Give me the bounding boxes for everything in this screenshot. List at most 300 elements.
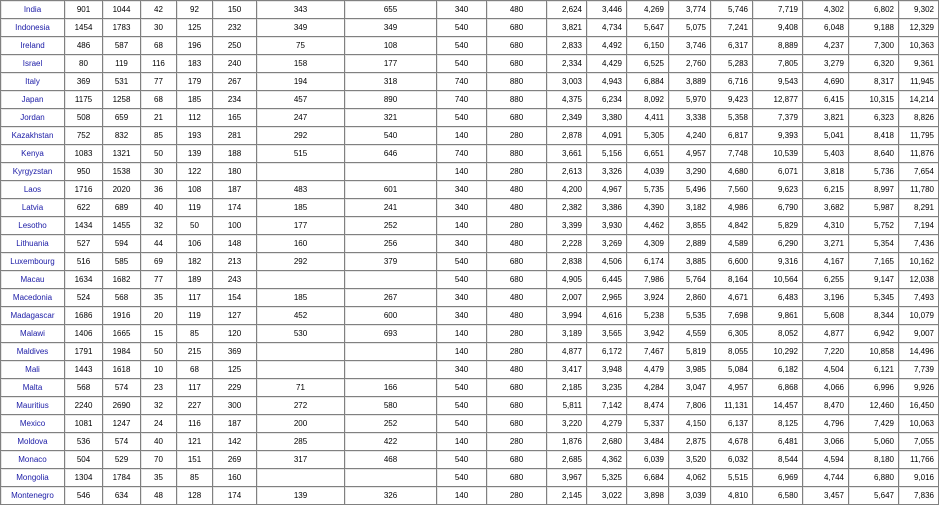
value-cell: 6,215 (803, 181, 849, 199)
value-cell: 6,525 (627, 55, 669, 73)
value-cell: 9,543 (753, 73, 803, 91)
value-cell: 267 (213, 73, 257, 91)
value-cell: 8,344 (849, 307, 899, 325)
value-cell: 5,829 (753, 217, 803, 235)
value-cell: 9,861 (753, 307, 803, 325)
value-cell: 92 (177, 1, 213, 19)
country-name-cell: Madagascar (1, 307, 65, 325)
value-cell: 3,220 (547, 415, 587, 433)
value-cell: 7,986 (627, 271, 669, 289)
value-cell: 587 (103, 37, 141, 55)
value-cell: 5,970 (669, 91, 711, 109)
value-cell: 4,671 (711, 289, 753, 307)
value-cell: 188 (213, 145, 257, 163)
value-cell: 1686 (65, 307, 103, 325)
value-cell: 119 (103, 55, 141, 73)
value-cell: 4,506 (587, 253, 627, 271)
value-cell: 10,162 (899, 253, 939, 271)
country-name-cell: Indonesia (1, 19, 65, 37)
value-cell: 6,580 (753, 487, 803, 505)
value-cell: 3,326 (587, 163, 627, 181)
value-cell: 4,375 (547, 91, 587, 109)
value-cell: 196 (177, 37, 213, 55)
value-cell: 7,654 (899, 163, 939, 181)
value-cell: 7,436 (899, 235, 939, 253)
value-cell: 7,836 (899, 487, 939, 505)
value-cell: 21 (141, 109, 177, 127)
value-cell: 280 (487, 325, 547, 343)
value-cell: 2240 (65, 397, 103, 415)
value-cell: 14,496 (899, 343, 939, 361)
value-cell: 247 (257, 109, 345, 127)
value-cell: 116 (141, 55, 177, 73)
value-cell: 343 (257, 1, 345, 19)
value-cell: 10,079 (899, 307, 939, 325)
table-row (1, 343, 939, 361)
value-cell: 468 (345, 451, 437, 469)
value-cell: 1258 (103, 91, 141, 109)
value-cell: 185 (257, 289, 345, 307)
value-cell: 3,039 (669, 487, 711, 505)
value-cell: 3,774 (669, 1, 711, 19)
value-cell: 2,875 (669, 433, 711, 451)
value-cell: 16,450 (899, 397, 939, 415)
value-cell: 4,678 (711, 433, 753, 451)
value-cell: 140 (437, 487, 487, 505)
value-cell: 4,240 (669, 127, 711, 145)
value-cell: 3,189 (547, 325, 587, 343)
value-cell: 7,142 (587, 397, 627, 415)
value-cell: 3,898 (627, 487, 669, 505)
value-cell: 2,685 (547, 451, 587, 469)
value-cell: 3,855 (669, 217, 711, 235)
value-cell: 117 (177, 289, 213, 307)
value-cell: 4,616 (587, 307, 627, 325)
value-cell: 680 (487, 397, 547, 415)
value-cell: 3,066 (803, 433, 849, 451)
value-cell (257, 361, 345, 379)
value-cell: 5,987 (849, 199, 899, 217)
value-cell: 540 (437, 253, 487, 271)
value-cell: 1044 (103, 1, 141, 19)
value-cell: 3,386 (587, 199, 627, 217)
value-cell: 32 (141, 397, 177, 415)
value-cell: 1538 (103, 163, 141, 181)
value-cell: 480 (487, 289, 547, 307)
value-cell: 1304 (65, 469, 103, 487)
value-cell: 6,884 (627, 73, 669, 91)
value-cell: 9,316 (753, 253, 803, 271)
value-cell: 11,766 (899, 451, 939, 469)
value-cell: 240 (213, 55, 257, 73)
value-cell: 10,858 (849, 343, 899, 361)
value-cell: 280 (487, 433, 547, 451)
value-cell: 531 (103, 73, 141, 91)
value-cell: 379 (345, 253, 437, 271)
value-cell: 1682 (103, 271, 141, 289)
value-cell: 120 (213, 325, 257, 343)
value-cell: 540 (437, 37, 487, 55)
value-cell: 527 (65, 235, 103, 253)
value-cell: 530 (257, 325, 345, 343)
value-cell: 7,719 (753, 1, 803, 19)
value-cell: 6,182 (753, 361, 803, 379)
table-row (1, 307, 939, 325)
value-cell: 1,876 (547, 433, 587, 451)
value-cell: 1454 (65, 19, 103, 37)
value-cell: 71 (257, 379, 345, 397)
value-cell: 6,969 (753, 469, 803, 487)
value-cell: 187 (213, 181, 257, 199)
value-cell: 119 (177, 307, 213, 325)
value-cell: 5,283 (711, 55, 753, 73)
value-cell: 30 (141, 163, 177, 181)
value-cell: 8,092 (627, 91, 669, 109)
country-name-cell: Kazakhstan (1, 127, 65, 145)
value-cell: 4,362 (587, 451, 627, 469)
value-cell: 8,055 (711, 343, 753, 361)
table-row (1, 361, 939, 379)
value-cell: 5,041 (803, 127, 849, 145)
value-cell: 9,393 (753, 127, 803, 145)
value-cell: 5,752 (849, 217, 899, 235)
value-cell: 6,445 (587, 271, 627, 289)
value-cell: 2,833 (547, 37, 587, 55)
country-name-cell: Luxembourg (1, 253, 65, 271)
value-cell: 8,125 (753, 415, 803, 433)
value-cell: 5,736 (849, 163, 899, 181)
value-cell: 40 (141, 199, 177, 217)
value-cell: 3,682 (803, 199, 849, 217)
value-cell: 15 (141, 325, 177, 343)
value-cell: 3,967 (547, 469, 587, 487)
country-name-cell: Monaco (1, 451, 65, 469)
value-cell: 6,150 (627, 37, 669, 55)
value-cell: 480 (487, 361, 547, 379)
table-row (1, 379, 939, 397)
value-cell: 6,174 (627, 253, 669, 271)
value-cell: 139 (177, 145, 213, 163)
value-cell: 680 (487, 415, 547, 433)
value-cell: 3,457 (803, 487, 849, 505)
country-name-cell: Maldives (1, 343, 65, 361)
value-cell: 179 (177, 73, 213, 91)
value-cell: 901 (65, 1, 103, 19)
value-cell: 3,417 (547, 361, 587, 379)
value-cell: 6,137 (711, 415, 753, 433)
value-cell: 150 (213, 1, 257, 19)
value-cell: 40 (141, 433, 177, 451)
value-cell: 125 (177, 19, 213, 37)
value-cell: 174 (213, 487, 257, 505)
value-cell: 5,608 (803, 307, 849, 325)
value-cell: 9,623 (753, 181, 803, 199)
value-cell: 601 (345, 181, 437, 199)
value-cell: 9,926 (899, 379, 939, 397)
value-cell: 180 (213, 163, 257, 181)
value-cell (345, 343, 437, 361)
value-cell: 7,241 (711, 19, 753, 37)
value-cell: 6,320 (849, 55, 899, 73)
value-cell: 174 (213, 199, 257, 217)
country-name-cell: Lesotho (1, 217, 65, 235)
value-cell: 6,305 (711, 325, 753, 343)
value-cell: 272 (257, 397, 345, 415)
value-cell: 85 (141, 127, 177, 145)
value-cell: 568 (65, 379, 103, 397)
value-cell (345, 271, 437, 289)
value-cell: 1665 (103, 325, 141, 343)
value-cell: 117 (177, 379, 213, 397)
value-cell: 4,744 (803, 469, 849, 487)
value-cell: 4,200 (547, 181, 587, 199)
value-cell: 832 (103, 127, 141, 145)
value-cell: 9,188 (849, 19, 899, 37)
value-cell: 4,150 (669, 415, 711, 433)
value-cell: 4,690 (803, 73, 849, 91)
value-cell: 1406 (65, 325, 103, 343)
value-cell: 70 (141, 451, 177, 469)
value-cell: 740 (437, 73, 487, 91)
value-cell: 128 (177, 487, 213, 505)
value-cell: 4,310 (803, 217, 849, 235)
value-cell: 540 (437, 379, 487, 397)
value-cell: 3,885 (669, 253, 711, 271)
value-cell: 10,063 (899, 415, 939, 433)
table-row (1, 127, 939, 145)
value-cell: 234 (213, 91, 257, 109)
value-cell: 752 (65, 127, 103, 145)
value-cell: 3,942 (627, 325, 669, 343)
value-cell: 880 (487, 91, 547, 109)
value-cell: 2,680 (587, 433, 627, 451)
value-cell (257, 163, 345, 181)
value-cell: 536 (65, 433, 103, 451)
value-cell: 8,180 (849, 451, 899, 469)
value-cell: 5,084 (711, 361, 753, 379)
value-cell: 4,842 (711, 217, 753, 235)
value-cell: 483 (257, 181, 345, 199)
value-cell: 140 (437, 163, 487, 181)
value-cell: 340 (437, 289, 487, 307)
value-cell: 292 (257, 253, 345, 271)
value-cell: 6,600 (711, 253, 753, 271)
value-cell: 243 (213, 271, 257, 289)
value-cell: 1791 (65, 343, 103, 361)
value-cell: 151 (177, 451, 213, 469)
value-cell: 177 (257, 217, 345, 235)
value-cell: 680 (487, 109, 547, 127)
value-cell: 504 (65, 451, 103, 469)
value-cell: 185 (257, 199, 345, 217)
country-name-cell: Laos (1, 181, 65, 199)
country-name-cell: Montenegro (1, 487, 65, 505)
value-cell: 6,880 (849, 469, 899, 487)
value-cell: 8,164 (711, 271, 753, 289)
value-cell: 6,942 (849, 325, 899, 343)
value-cell: 340 (437, 307, 487, 325)
value-cell: 580 (345, 397, 437, 415)
value-cell: 11,780 (899, 181, 939, 199)
value-cell: 108 (345, 37, 437, 55)
value-cell: 10,363 (899, 37, 939, 55)
value-cell: 5,238 (627, 307, 669, 325)
value-cell: 4,479 (627, 361, 669, 379)
value-cell: 7,429 (849, 415, 899, 433)
value-cell: 30 (141, 19, 177, 37)
value-cell: 182 (177, 253, 213, 271)
value-cell: 7,467 (627, 343, 669, 361)
value-cell: 5,060 (849, 433, 899, 451)
value-cell: 4,905 (547, 271, 587, 289)
table-row (1, 433, 939, 451)
value-cell: 183 (177, 55, 213, 73)
value-cell: 77 (141, 73, 177, 91)
value-cell: 241 (345, 199, 437, 217)
value-cell: 1083 (65, 145, 103, 163)
value-cell: 280 (487, 163, 547, 181)
value-cell: 5,156 (587, 145, 627, 163)
value-cell: 6,415 (803, 91, 849, 109)
value-cell: 740 (437, 145, 487, 163)
value-cell: 4,957 (669, 145, 711, 163)
value-cell: 4,492 (587, 37, 627, 55)
value-cell: 508 (65, 109, 103, 127)
value-cell: 3,889 (669, 73, 711, 91)
table-row (1, 469, 939, 487)
country-name-cell: Malta (1, 379, 65, 397)
table-row (1, 217, 939, 235)
value-cell: 480 (487, 235, 547, 253)
value-cell: 227 (177, 397, 213, 415)
value-cell: 280 (487, 487, 547, 505)
value-cell: 540 (345, 127, 437, 145)
value-cell: 4,734 (587, 19, 627, 37)
value-cell: 193 (177, 127, 213, 145)
table-row (1, 55, 939, 73)
value-cell: 317 (257, 451, 345, 469)
value-cell: 10,292 (753, 343, 803, 361)
value-cell: 8,640 (849, 145, 899, 163)
value-cell: 680 (487, 253, 547, 271)
value-cell: 23 (141, 379, 177, 397)
value-cell: 1783 (103, 19, 141, 37)
value-cell: 7,379 (753, 109, 803, 127)
value-cell: 35 (141, 289, 177, 307)
value-cell: 4,091 (587, 127, 627, 145)
value-cell: 140 (437, 433, 487, 451)
value-cell: 194 (257, 73, 345, 91)
table-row (1, 73, 939, 91)
value-cell: 1247 (103, 415, 141, 433)
value-cell: 252 (345, 415, 437, 433)
value-cell: 5,819 (669, 343, 711, 361)
value-cell: 1634 (65, 271, 103, 289)
value-cell: 3,196 (803, 289, 849, 307)
value-cell: 140 (437, 217, 487, 235)
value-cell: 3,269 (587, 235, 627, 253)
value-cell: 7,055 (899, 433, 939, 451)
value-cell: 2,349 (547, 109, 587, 127)
value-cell: 232 (213, 19, 257, 37)
value-cell: 3,821 (803, 109, 849, 127)
value-cell: 2690 (103, 397, 141, 415)
value-cell: 44 (141, 235, 177, 253)
value-cell: 950 (65, 163, 103, 181)
value-cell: 285 (257, 433, 345, 451)
value-cell: 422 (345, 433, 437, 451)
value-cell: 4,039 (627, 163, 669, 181)
value-cell: 6,071 (753, 163, 803, 181)
value-cell: 85 (177, 325, 213, 343)
value-cell: 122 (177, 163, 213, 181)
value-cell: 5,403 (803, 145, 849, 163)
value-cell: 142 (213, 433, 257, 451)
value-cell: 5,345 (849, 289, 899, 307)
country-name-cell: Latvia (1, 199, 65, 217)
value-cell: 5,305 (627, 127, 669, 145)
value-cell: 340 (437, 199, 487, 217)
value-cell: 574 (103, 379, 141, 397)
value-cell: 292 (257, 127, 345, 145)
value-cell: 68 (141, 91, 177, 109)
value-cell (257, 343, 345, 361)
value-cell: 585 (103, 253, 141, 271)
value-cell: 215 (177, 343, 213, 361)
value-cell: 148 (213, 235, 257, 253)
value-cell: 3,484 (627, 433, 669, 451)
value-cell: 4,411 (627, 109, 669, 127)
value-cell: 540 (437, 451, 487, 469)
country-name-cell: India (1, 1, 65, 19)
value-cell: 646 (345, 145, 437, 163)
value-cell: 5,496 (669, 181, 711, 199)
value-cell: 267 (345, 289, 437, 307)
value-cell: 139 (257, 487, 345, 505)
value-cell: 689 (103, 199, 141, 217)
value-cell: 213 (213, 253, 257, 271)
value-cell: 6,323 (849, 109, 899, 127)
value-cell: 1618 (103, 361, 141, 379)
value-cell: 2,185 (547, 379, 587, 397)
value-cell: 1916 (103, 307, 141, 325)
value-cell: 480 (487, 1, 547, 19)
value-cell: 680 (487, 19, 547, 37)
value-cell: 20 (141, 307, 177, 325)
value-cell: 68 (177, 361, 213, 379)
value-cell: 4,302 (803, 1, 849, 19)
value-cell: 229 (213, 379, 257, 397)
value-cell: 6,790 (753, 199, 803, 217)
value-cell: 2,760 (669, 55, 711, 73)
value-cell: 318 (345, 73, 437, 91)
value-cell: 12,329 (899, 19, 939, 37)
value-cell: 250 (213, 37, 257, 55)
value-cell: 7,165 (849, 253, 899, 271)
value-cell: 340 (437, 361, 487, 379)
value-cell: 5,358 (711, 109, 753, 127)
value-cell: 127 (213, 307, 257, 325)
value-cell: 2,334 (547, 55, 587, 73)
value-cell: 140 (437, 343, 487, 361)
value-cell: 3,746 (669, 37, 711, 55)
value-cell: 486 (65, 37, 103, 55)
value-cell: 540 (437, 415, 487, 433)
value-cell: 3,985 (669, 361, 711, 379)
country-name-cell: Malawi (1, 325, 65, 343)
value-cell: 50 (177, 217, 213, 235)
value-cell: 6,234 (587, 91, 627, 109)
